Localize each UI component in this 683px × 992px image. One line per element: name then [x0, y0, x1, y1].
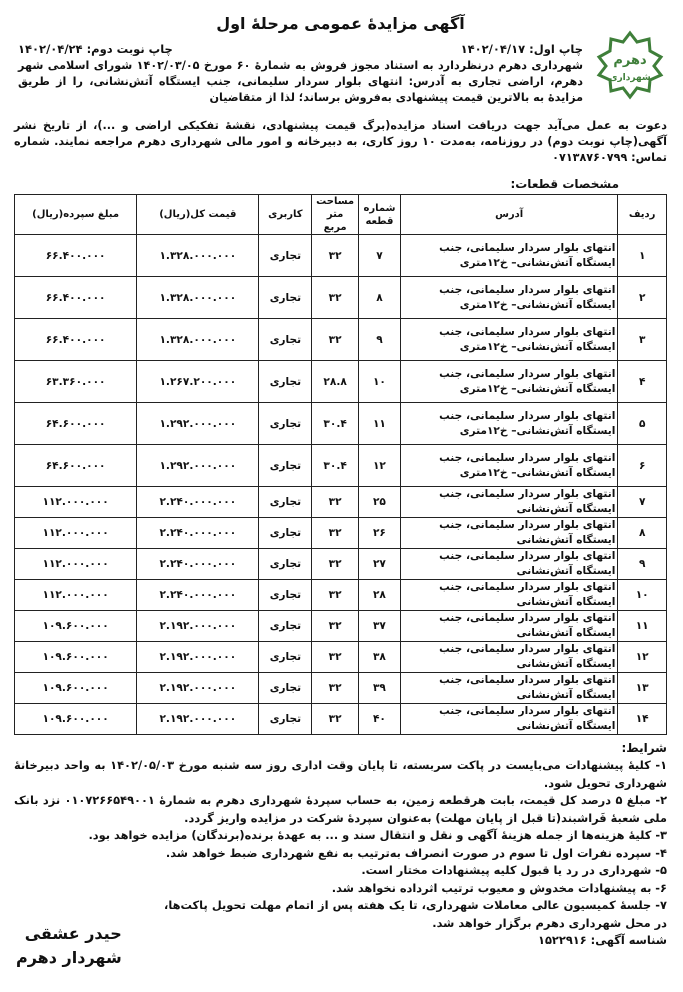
col-area: مساحت متر مربع	[312, 195, 358, 235]
cell-deposit: ۶۶.۴۰۰.۰۰۰	[15, 235, 137, 277]
cell-area: ۲۸.۸	[312, 361, 358, 403]
cell-deposit: ۱۰۹.۶۰۰.۰۰۰	[15, 704, 137, 735]
table-row	[15, 642, 667, 673]
cell-radif: ۱۱	[618, 611, 667, 642]
cell-qate: ۲۸	[358, 580, 400, 611]
conditions-list	[14, 757, 667, 932]
first-publication: چاپ اول: ۱۴۰۲/۰۴/۱۷	[460, 42, 583, 56]
cell-area: ۳۲	[312, 580, 358, 611]
signature-block	[16, 922, 122, 970]
cell-price: ۲.۲۴۰.۰۰۰.۰۰۰	[137, 518, 259, 549]
cell-radif: ۴	[618, 361, 667, 403]
cell-address: انتهای بلوار سردار سلیمانی، جنب ایستگاه آتش‌نشانی	[401, 611, 618, 642]
cell-price: ۱.۳۲۸.۰۰۰.۰۰۰	[137, 235, 259, 277]
table-row	[15, 235, 667, 277]
cell-price: ۲.۲۴۰.۰۰۰.۰۰۰	[137, 549, 259, 580]
cell-address: انتهای بلوار سردار سلیمانی، جنب ایستگاه آتش‌نشانی– خ۱۲متری	[401, 235, 618, 277]
cell-radif: ۲	[618, 277, 667, 319]
cell-address: انتهای بلوار سردار سلیمانی، جنب ایستگاه آتش‌نشانی	[401, 518, 618, 549]
cell-address: انتهای بلوار سردار سلیمانی، جنب ایستگاه آتش‌نشانی	[401, 642, 618, 673]
cell-deposit: ۶۶.۴۰۰.۰۰۰	[15, 319, 137, 361]
cell-use: تجاری	[259, 611, 312, 642]
cell-price: ۱.۳۲۸.۰۰۰.۰۰۰	[137, 319, 259, 361]
cell-deposit: ۶۶.۴۰۰.۰۰۰	[15, 277, 137, 319]
cell-qate: ۲۵	[358, 487, 400, 518]
notice-header	[14, 12, 667, 104]
cell-use: تجاری	[259, 319, 312, 361]
condition-item: ۴- سپرده نفرات اول تا سوم در صورت انصراف به‌ترتیب به نفع شهرداری ضبط خواهد شد.	[165, 845, 667, 860]
cell-area: ۳۰.۴	[312, 403, 358, 445]
table-row	[15, 580, 667, 611]
cell-address: انتهای بلوار سردار سلیمانی، جنب ایستگاه آتش‌نشانی	[401, 704, 618, 735]
cell-area: ۳۲	[312, 487, 358, 518]
table-row	[15, 704, 667, 735]
cell-radif: ۳	[618, 319, 667, 361]
cell-address: انتهای بلوار سردار سلیمانی، جنب ایستگاه آتش‌نشانی	[401, 549, 618, 580]
cell-qate: ۱۲	[358, 445, 400, 487]
mayor-name: حیدر عشقی	[24, 924, 122, 943]
condition-item: ۵- شهرداری در رد یا قبول کلیه پیشنهادات مختار است.	[361, 863, 667, 878]
cell-radif: ۶	[618, 445, 667, 487]
cell-qate: ۸	[358, 277, 400, 319]
table-row	[15, 518, 667, 549]
cell-use: تجاری	[259, 235, 312, 277]
cell-area: ۳۲	[312, 277, 358, 319]
condition-item: ۷- جلسۀ کمیسیون عالی معاملات شهرداری، تا یک هفته پس از اتمام مهلت تحویل پاکت‌ها، در محل شهرداری دهرم برگزار خواهد شد.	[164, 898, 667, 930]
publication-dates	[18, 42, 583, 56]
table-row	[15, 611, 667, 642]
table-row	[15, 403, 667, 445]
cell-address: انتهای بلوار سردار سلیمانی، جنب ایستگاه آتش‌نشانی– خ۱۲متری	[401, 277, 618, 319]
cell-radif: ۵	[618, 403, 667, 445]
intro-bottom: دعوت به عمل می‌آید جهت دریافت اسناد مزایده(برگ قیمت پیشنهادی، نقشۀ تفکیکی اراضی و ...)، از تاریخ نشر آگهی(چاپ نوبت دوم) در روزنامه، به‌مدت ۱۰ روز کاری، به دبیرخانه و امور مالی شهرداری دهرم مراجعه نمایند. شماره تماس: ۰۷۱۳۸۷۶۰۷۹۹	[14, 119, 667, 164]
cell-address: انتهای بلوار سردار سلیمانی، جنب ایستگاه آتش‌نشانی– خ۱۲متری	[401, 445, 618, 487]
cell-radif: ۱۲	[618, 642, 667, 673]
cell-radif: ۱۴	[618, 704, 667, 735]
table-row	[15, 673, 667, 704]
cell-radif: ۷	[618, 487, 667, 518]
cell-use: تجاری	[259, 580, 312, 611]
cell-deposit: ۶۴.۶۰۰.۰۰۰	[15, 445, 137, 487]
col-address: آدرس	[401, 195, 618, 235]
cell-qate: ۳۹	[358, 673, 400, 704]
cell-deposit: ۱۰۹.۶۰۰.۰۰۰	[15, 673, 137, 704]
table-row	[15, 549, 667, 580]
cell-radif: ۱۰	[618, 580, 667, 611]
col-usage: کاربری	[259, 195, 312, 235]
cell-radif: ۹	[618, 549, 667, 580]
cell-use: تجاری	[259, 361, 312, 403]
cell-area: ۳۰.۴	[312, 445, 358, 487]
specs-title: مشخصات قطعات:	[510, 177, 619, 192]
cell-address: انتهای بلوار سردار سلیمانی، جنب ایستگاه آتش‌نشانی– خ۱۲متری	[401, 403, 618, 445]
condition-item: ۱- کلیۀ پیشنهادات می‌بایست در پاکت سربسته، تا پایان وقت اداری روز سه شنبه مورخ ۱۴۰۲/۰۵/۰۳ به واحد دبیرخانۀ شهرداری تحویل شود.	[14, 758, 668, 790]
cell-use: تجاری	[259, 277, 312, 319]
col-radif: ردیف	[618, 195, 667, 235]
cell-area: ۳۲	[312, 319, 358, 361]
cell-area: ۳۲	[312, 235, 358, 277]
condition-item: ۶- به پیشنهادات مخدوش و معیوب ترتیب اثرداده نخواهد شد.	[331, 880, 667, 895]
table-row	[15, 277, 667, 319]
table-header-row	[15, 195, 667, 235]
cell-price: ۱.۲۹۲.۰۰۰.۰۰۰	[137, 445, 259, 487]
cell-qate: ۲۶	[358, 518, 400, 549]
cell-deposit: ۱۱۲.۰۰۰.۰۰۰	[15, 518, 137, 549]
logo-subtext: شهرداری	[609, 73, 651, 83]
table-row	[15, 445, 667, 487]
ad-id: شناسه آگهی: ۱۵۲۲۹۱۶	[538, 933, 667, 948]
cell-radif: ۱	[618, 235, 667, 277]
cell-price: ۲.۲۴۰.۰۰۰.۰۰۰	[137, 580, 259, 611]
mayor-title: شهردار دهرم	[16, 948, 122, 967]
intro-top: شهرداری دهرم درنظردارد به استناد مجوز فروش به شمارۀ ۶۰ مورخ ۱۴۰۲/۰۳/۰۵ شورای اسلامی شهر دهرم، اراضی تجاری به آدرس: انتهای بلوار سردار سلیمانی، جنب ایستگاه آتش‌نشانی، را از طریق مزایدۀ به بالاترین قیمت پیشنهادی به‌فروش برساند؛ لذا از متقاضیان	[18, 59, 584, 104]
cell-use: تجاری	[259, 403, 312, 445]
cell-price: ۲.۱۹۲.۰۰۰.۰۰۰	[137, 642, 259, 673]
cell-area: ۳۲	[312, 673, 358, 704]
cell-address: انتهای بلوار سردار سلیمانی، جنب ایستگاه آتش‌نشانی	[401, 673, 618, 704]
cell-address: انتهای بلوار سردار سلیمانی، جنب ایستگاه آتش‌نشانی– خ۱۲متری	[401, 361, 618, 403]
cell-price: ۲.۱۹۲.۰۰۰.۰۰۰	[137, 673, 259, 704]
cell-use: تجاری	[259, 673, 312, 704]
cell-qate: ۹	[358, 319, 400, 361]
cell-qate: ۳۸	[358, 642, 400, 673]
cell-use: تجاری	[259, 549, 312, 580]
cell-qate: ۱۱	[358, 403, 400, 445]
cell-qate: ۳۷	[358, 611, 400, 642]
cell-price: ۲.۲۴۰.۰۰۰.۰۰۰	[137, 487, 259, 518]
cell-use: تجاری	[259, 642, 312, 673]
cell-address: انتهای بلوار سردار سلیمانی، جنب ایستگاه آتش‌نشانی– خ۱۲متری	[401, 319, 618, 361]
cell-deposit: ۱۱۲.۰۰۰.۰۰۰	[15, 580, 137, 611]
cell-qate: ۱۰	[358, 361, 400, 403]
cell-use: تجاری	[259, 704, 312, 735]
cell-deposit: ۱۰۹.۶۰۰.۰۰۰	[15, 642, 137, 673]
cell-qate: ۲۷	[358, 549, 400, 580]
cell-area: ۳۲	[312, 642, 358, 673]
cell-area: ۳۲	[312, 518, 358, 549]
cell-deposit: ۱۱۲.۰۰۰.۰۰۰	[15, 487, 137, 518]
condition-item: ۲- مبلغ ۵ درصد کل قیمت، بابت هرقطعه زمین، به حساب سپردۀ شهرداری دهرم به شمارۀ ۰۱۰۷۲۶۶۵۴۹۰۰۱ نزد بانک ملی شعبۀ فَراشبند(تا قبل از پایان مهلت) به‌عنوان سپردۀ شرکت در مزایده واریز گردد.	[14, 793, 668, 825]
cell-qate: ۷	[358, 235, 400, 277]
conditions-title: شرایط:	[621, 741, 667, 756]
cell-price: ۱.۲۶۷.۲۰۰.۰۰۰	[137, 361, 259, 403]
col-total-price: قیمت کل(ریال)	[137, 195, 259, 235]
cell-price: ۲.۱۹۲.۰۰۰.۰۰۰	[137, 611, 259, 642]
plots-table	[14, 194, 667, 735]
cell-price: ۱.۲۹۲.۰۰۰.۰۰۰	[137, 403, 259, 445]
cell-area: ۳۲	[312, 704, 358, 735]
table-row	[15, 319, 667, 361]
notice-title: آگهی مزایدۀ عمومی مرحلۀ اول	[216, 14, 465, 33]
logo-text: دهرم	[613, 53, 647, 68]
cell-area: ۳۲	[312, 611, 358, 642]
cell-qate: ۴۰	[358, 704, 400, 735]
cell-deposit: ۶۴.۶۰۰.۰۰۰	[15, 403, 137, 445]
municipality-logo	[595, 30, 665, 100]
cell-address: انتهای بلوار سردار سلیمانی، جنب ایستگاه آتش‌نشانی	[401, 487, 618, 518]
cell-deposit: ۱۱۲.۰۰۰.۰۰۰	[15, 549, 137, 580]
cell-price: ۲.۱۹۲.۰۰۰.۰۰۰	[137, 704, 259, 735]
col-deposit: مبلغ سپرده(ریال)	[15, 195, 137, 235]
cell-radif: ۱۳	[618, 673, 667, 704]
second-publication: چاپ نوبت دوم: ۱۴۰۲/۰۴/۲۴	[18, 42, 173, 56]
cell-price: ۱.۳۲۸.۰۰۰.۰۰۰	[137, 277, 259, 319]
table-row	[15, 361, 667, 403]
cell-address: انتهای بلوار سردار سلیمانی، جنب ایستگاه آتش‌نشانی	[401, 580, 618, 611]
table-row	[15, 487, 667, 518]
cell-area: ۳۲	[312, 549, 358, 580]
cell-use: تجاری	[259, 445, 312, 487]
cell-radif: ۸	[618, 518, 667, 549]
cell-deposit: ۱۰۹.۶۰۰.۰۰۰	[15, 611, 137, 642]
cell-use: تجاری	[259, 487, 312, 518]
col-plot-number: شماره قطعه	[358, 195, 400, 235]
cell-deposit: ۶۳.۳۶۰.۰۰۰	[15, 361, 137, 403]
condition-item: ۳- کلیۀ هزینه‌ها از جمله هزینۀ آگهی و نقل و انتقال سند و ... به عهدۀ برنده(برندگان) مزایده خواهد بود.	[88, 828, 667, 843]
cell-use: تجاری	[259, 518, 312, 549]
